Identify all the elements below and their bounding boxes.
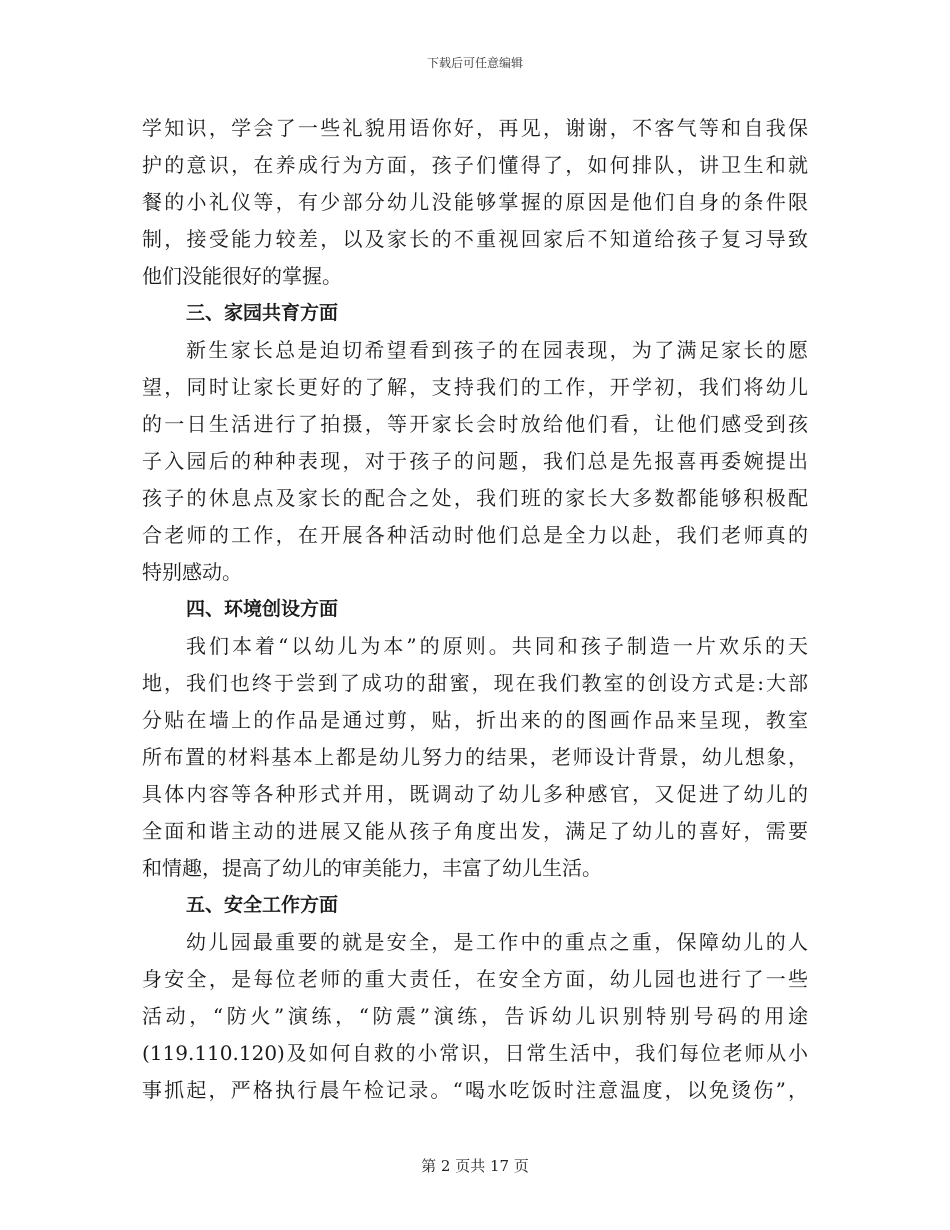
text-line: (119.110.120)及如何自救的小常识，日常生活中，我们每位老师从小 — [142, 1041, 808, 1065]
text-line: 活动，“防火”演练，“防震”演练，告诉幼儿识别特别号码的用途 — [142, 1004, 808, 1028]
page-footer: 第 2 页共 17 页 — [421, 1157, 529, 1175]
text-line: 餐的小礼仪等，有少部分幼儿没能够掌握的原因是他们自身的条件限 — [142, 190, 808, 214]
paragraph-first-line: 幼儿园最重要的就是安全，是工作中的重点之重，保障幼儿的人 — [186, 930, 808, 954]
section-heading: 五、安全工作方面 — [186, 894, 339, 916]
text-line: 学知识，学会了一些礼貌用语你好，再见，谢谢，不客气等和自我保 — [142, 116, 808, 140]
text-line: 子入园后的种种表现，对于孩子的问题，我们总是先报喜再委婉提出 — [142, 449, 808, 473]
text-line: 全面和谐主动的进展又能从孩子角度出发，满足了幼儿的喜好，需要 — [142, 819, 808, 843]
paragraph-first-line: 我们本着“以幼儿为本”的原则。共同和孩子制造一片欢乐的天 — [186, 634, 808, 658]
text-line: 具体内容等各种形式并用，既调动了幼儿多种感官，又促进了幼儿的 — [142, 782, 808, 806]
text-line: 他们没能很好的掌握。 — [142, 264, 342, 288]
section-heading: 三、家园共育方面 — [186, 302, 339, 324]
text-line: 合老师的工作，在开展各种活动时他们总是全力以赴，我们老师真的 — [142, 523, 808, 547]
page-header: 下载后可任意编辑 — [426, 56, 523, 70]
text-line: 分贴在墙上的作品是通过剪，贴，折出来的的图画作品来呈现，教室 — [142, 708, 808, 732]
text-line: 孩子的休息点及家长的配合之处，我们班的家长大多数都能够积极配 — [142, 486, 808, 510]
text-line: 护的意识，在养成行为方面，孩子们懂得了，如何排队，讲卫生和就 — [142, 153, 808, 177]
paragraph-first-line: 新生家长总是迫切希望看到孩子的在园表现，为了满足家长的愿 — [186, 338, 808, 362]
text-line: 的一日生活进行了拍摄，等开家长会时放给他们看，让他们感受到孩 — [142, 412, 808, 436]
text-line: 和情趣，提高了幼儿的审美能力，丰富了幼儿生活。 — [142, 856, 602, 880]
text-line: 身安全，是每位老师的重大责任，在安全方面，幼儿园也进行了一些 — [142, 967, 808, 991]
section-heading: 四、环境创设方面 — [186, 598, 339, 620]
text-line: 地，我们也终于尝到了成功的甜蜜，现在我们教室的创设方式是:大部 — [142, 671, 808, 695]
text-line: 制，接受能力较差，以及家长的不重视回家后不知道给孩子复习导致 — [142, 227, 808, 251]
document-body — [142, 110, 808, 1109]
text-line: 所布置的材料基本上都是幼儿努力的结果，老师设计背景，幼儿想象， — [142, 745, 808, 769]
text-line: 望，同时让家长更好的了解，支持我们的工作，开学初，我们将幼儿 — [142, 375, 808, 399]
text-line: 特别感动。 — [142, 560, 242, 584]
text-line: 事抓起，严格执行晨午检记录。“喝水吃饭时注意温度，以免烫伤”， — [142, 1078, 808, 1102]
